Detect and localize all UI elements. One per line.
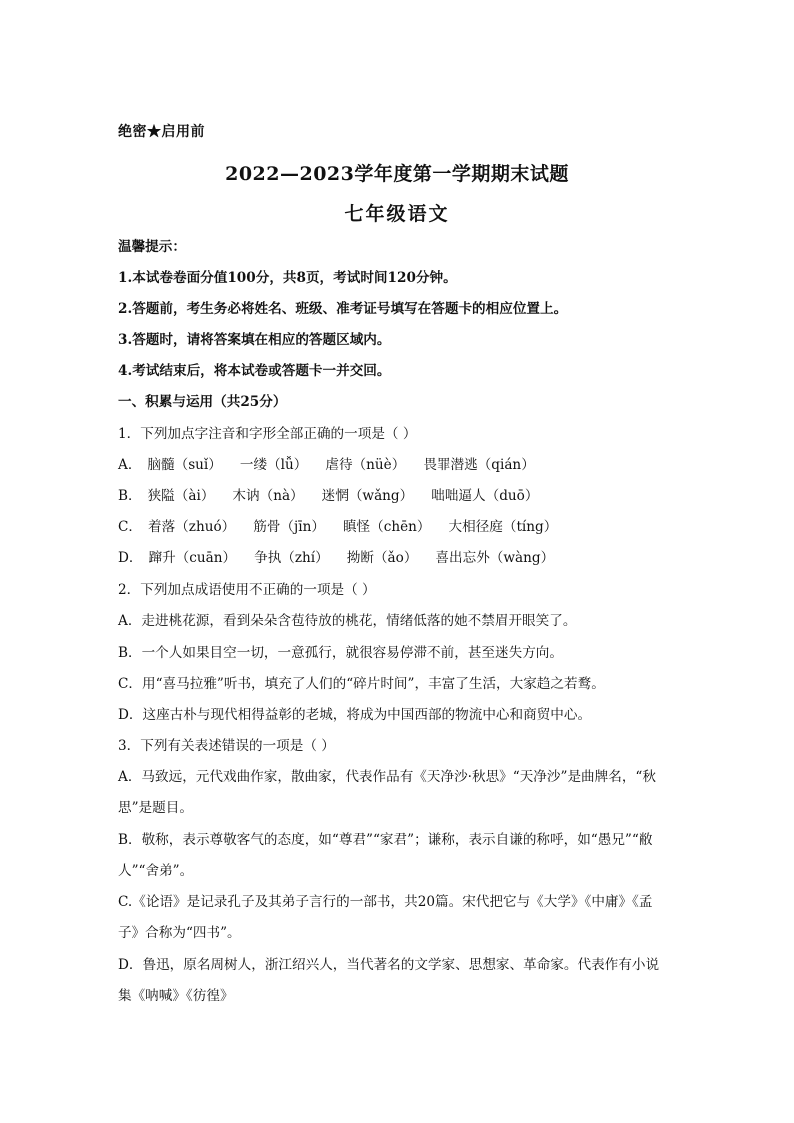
option-item: 咄咄逼人（duō） — [431, 488, 539, 504]
option-item: 狭隘（ài） — [147, 488, 215, 504]
option-text: 集《呐喊》《彷徨》 — [118, 988, 234, 1004]
option-item: 筋骨（jīn） — [253, 519, 325, 535]
option-text: 子》合称为“四书”。 — [118, 925, 241, 941]
option-item: 迷惘（wǎng） — [321, 488, 414, 504]
notice-heading: 温馨提示： — [118, 239, 186, 255]
option-item: 畏罪潜逃（qián） — [423, 457, 535, 473]
option-item: 喜出忘外（wàng） — [435, 550, 555, 566]
option-row — [118, 548, 572, 568]
option-text: D．这座古朴与现代相得益彰的老城，将成为中国西部的物流中心和商贸中心。 — [118, 707, 592, 723]
option-text: C.《论语》是记录孔子及其弟子言行的一部书，共20篇。宋代把它与《大学》《中庸》《孟 — [118, 894, 653, 910]
option-text: B．敬称，表示尊敬客气的态度，如“尊君”“家君”；谦称，表示自谦的称呼，如“愚兄”“敝 — [118, 832, 653, 848]
option-row — [118, 517, 575, 537]
option-item: 脑髓（suǐ） — [147, 457, 222, 473]
notice-item: 1.本试卷卷面分值100分，共8页，考试时间120分钟。 — [118, 270, 457, 286]
option-item: 拗断（ǎo） — [346, 550, 418, 566]
option-item: 大相径庭（tíng） — [448, 519, 558, 535]
notice-item: 3.答题时，请将答案填在相应的答题区域内。 — [118, 332, 391, 348]
option-text: B．一个人如果目空一切，一意孤行，就很容易停滞不前，甚至迷失方向。 — [118, 645, 563, 661]
option-text: A．走进桃花源，看到朵朵含苞待放的桃花，情绪低落的她不禁眉开眼笑了。 — [118, 613, 577, 629]
option-item: 一缕（lǚ） — [239, 457, 308, 473]
question-stem: 3．下列有关表述错误的一项是（ ） — [118, 738, 335, 754]
notice-item: 2.答题前，考生务必将姓名、班级、准考证号填写在答题卡的相应位置上。 — [118, 301, 568, 317]
option-item: 瞋怪（chēn） — [342, 519, 431, 535]
option-row — [118, 455, 553, 475]
confidential-label: 绝密★启用前 — [118, 124, 205, 140]
option-text: A．马致远，元代戏曲作家，散曲家，代表作品有《天净沙·秋思》“天净沙”是曲牌名，“秋 — [118, 769, 656, 785]
option-letter: B． — [118, 488, 142, 504]
option-letter: A． — [118, 457, 142, 473]
option-text: C．用“喜马拉雅”听书，填充了人们的“碎片时间”，丰富了生活，大家趋之若鹜。 — [118, 676, 605, 692]
section-heading: 一、积累与运用（共25分） — [118, 394, 287, 410]
exam-title: 2022—2023学年度第一学期期末试题 — [225, 163, 569, 185]
option-item: 争执（zhí） — [254, 550, 329, 566]
option-item: 着落（zhuó） — [148, 519, 236, 535]
option-text: D．鲁迅，原名周树人，浙江绍兴人，当代著名的文学家、思想家、革命家。代表作有小说 — [118, 957, 660, 973]
option-item: 蹿升（cuān） — [148, 550, 237, 566]
option-item: 虐待（nüè） — [325, 457, 406, 473]
question-stem: 2．下列加点成语使用不正确的一项是（ ） — [118, 582, 376, 598]
option-item: 木讷（nà） — [232, 488, 304, 504]
option-text: 思”是题目。 — [118, 800, 193, 816]
option-letter: D． — [118, 550, 143, 566]
exam-subtitle: 七年级语文 — [344, 203, 450, 225]
option-row — [118, 486, 556, 506]
option-letter: C． — [118, 519, 142, 535]
option-text: 人”“舍弟”。 — [118, 863, 194, 879]
notice-item: 4.考试结束后，将本试卷或答题卡一并交回。 — [118, 363, 391, 379]
question-stem: 1．下列加点字注音和字形全部正确的一项是（ ） — [118, 426, 417, 442]
